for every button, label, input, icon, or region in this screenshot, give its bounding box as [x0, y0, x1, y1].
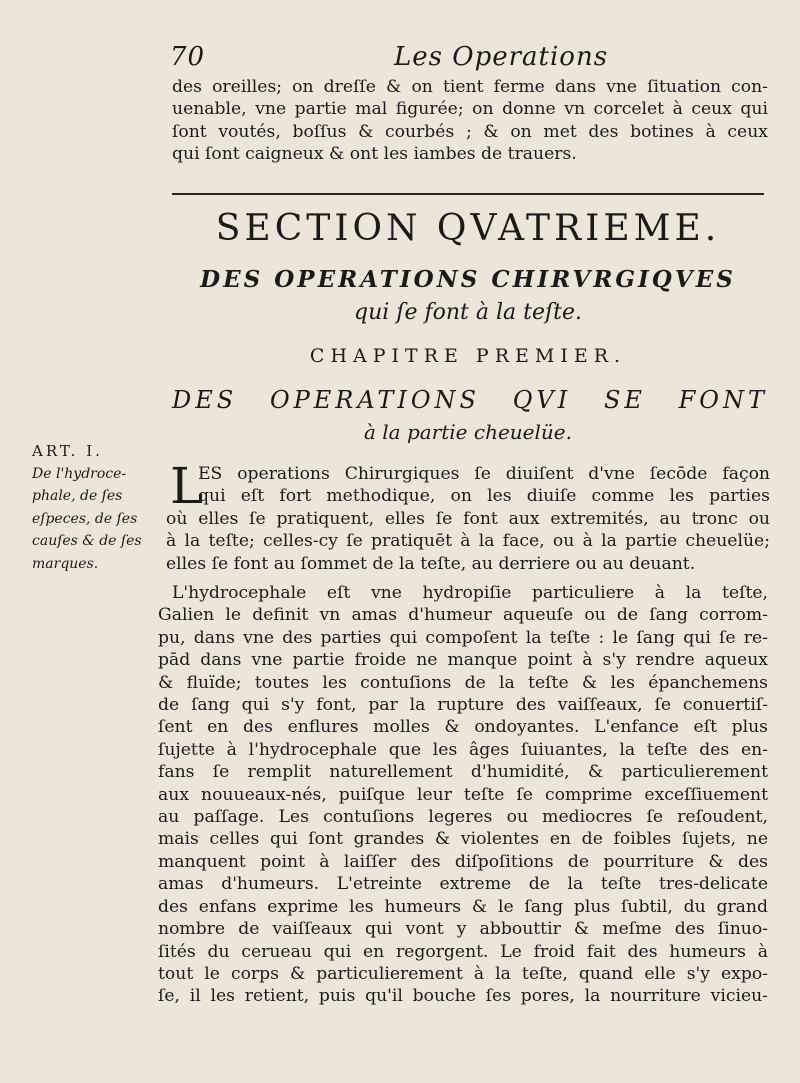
text-line: ſités du cerueau qui en regorgent. Le froid fait des humeurs à — [158, 941, 768, 962]
text-line: ſujette à l'hydrocephale que les âges ſuiuantes, la teſte des en- — [158, 739, 768, 760]
margin-note — [32, 440, 157, 575]
chapter-heading-word: SE — [603, 386, 646, 414]
text-line: des enfans exprime les humeurs & le ſang plus ſubtil, du grand — [158, 896, 768, 917]
margin-note-line: cauſes & de ſes — [32, 533, 142, 549]
text-line: aux nouueaux-nés, puiſque leur teſte ſe comprime exceſſiuement — [158, 784, 768, 805]
text-line: L'hydrocephale eſt vne hydropiſie particuliere à la teſte, — [172, 583, 768, 603]
chapter-heading — [172, 386, 768, 414]
margin-note-line: De l'hydroce- — [32, 465, 127, 482]
text-line: où elles ſe pratiquent, elles ſe font aux extremités, au tronc ou — [166, 508, 770, 529]
running-title: Les Operations — [394, 42, 609, 72]
section-divider — [172, 193, 764, 195]
text-line: des oreilles; on dreſſe & on tient ferme dans vne ſituation con- — [172, 77, 768, 97]
chapter-heading-word: OPERATIONS — [269, 386, 480, 414]
drop-cap: L — [170, 457, 204, 515]
text-line: amas d'humeurs. L'etreinte extreme de la teſte tres-delicate — [158, 874, 768, 895]
text-line: nombre de vaiſſeaux qui vont y abbouttir & meſme des ſinuo- — [158, 919, 768, 940]
chapter-heading-word: QVI — [512, 386, 572, 414]
text-line: elles ſe font au ſommet de la teſte, au derriere ou au deuant. — [166, 553, 696, 574]
margin-note-line: eſpeces, de ſes — [32, 510, 138, 527]
margin-note-line: phale, de ſes — [32, 488, 123, 504]
chapter-heading-word: DES — [172, 386, 238, 414]
text-line: mais celles qui ſont grandes & violentes en de foibles ſujets, ne — [158, 829, 768, 850]
body-paragraph-1 — [166, 457, 770, 575]
text-line: tout le corps & particulierement à la teſte, quand elle s'y expo- — [158, 963, 768, 984]
text-line: & fluïde; toutes les contuſions de la teſte & les épanchemens — [158, 672, 768, 693]
text-line: manquent point à laiſſer des diſpoſitions de pourriture & des — [158, 851, 768, 872]
section-subtitle-italic: qui ſe font à la teſte. — [354, 300, 582, 325]
section-title: SECTION QVATRIEME. — [215, 208, 721, 249]
text-line: pād dans vne partie froide ne manque point à s'y rendre aqueux — [158, 650, 768, 671]
intro-paragraph — [172, 76, 768, 166]
text-line: Galien le definit vn amas d'humeur aqueuſe ou de ſang corrom- — [158, 605, 768, 626]
chapter-title: CHAPITRE PREMIER. — [309, 345, 627, 367]
text-line: à la teſte; celles-cy ſe pratiquēt à la face, ou à la partie cheuelüe; — [166, 531, 770, 552]
text-line: au paſſage. Les contuſions legeres ou mediocres ſe reſoudent, — [158, 807, 768, 828]
chapter-subtitle: à la partie cheuelüe. — [364, 420, 572, 444]
text-line: ſent en des enflures molles & ondoyantes. L'enfance eſt plus — [158, 717, 768, 738]
text-line: pu, dans vne des parties qui compoſent la teſte : le ſang qui ſe re- — [158, 627, 768, 648]
text-line: qui ſont caigneux & ont les iambes de trauers. — [172, 144, 577, 165]
section-subtitle: DES OPERATIONS CHIRVRGIQVES — [200, 266, 736, 293]
text-line: ſont voutés, boſſus & courbés ; & on met des botines à ceux — [172, 121, 768, 142]
margin-note-line: marques. — [32, 555, 99, 572]
text-line: uenable, vne partie mal figurée; on donne vn corcelet à ceux qui — [172, 99, 768, 120]
text-line: fans ſe remplit naturellement d'humidité, & particulierement — [158, 762, 768, 783]
text-line: ES operations Chirurgiques ſe diuiſent d'vne ſecōde façon — [198, 464, 770, 484]
chapter-heading-word: FONT — [678, 386, 768, 414]
text-line: ſe, il les retient, puis qu'il bouche ſes pores, la nourriture vicieu- — [158, 986, 768, 1007]
page-number: 70 — [170, 42, 206, 72]
body-paragraph-2 — [158, 582, 768, 1008]
text-line: de ſang qui s'y font, par la rupture des vaiſſeaux, ſe conuertiſ- — [158, 695, 768, 716]
text-line: qui eſt fort methodique, on les diuiſe comme les parties — [198, 486, 770, 507]
article-label: ART. I. — [32, 442, 103, 460]
